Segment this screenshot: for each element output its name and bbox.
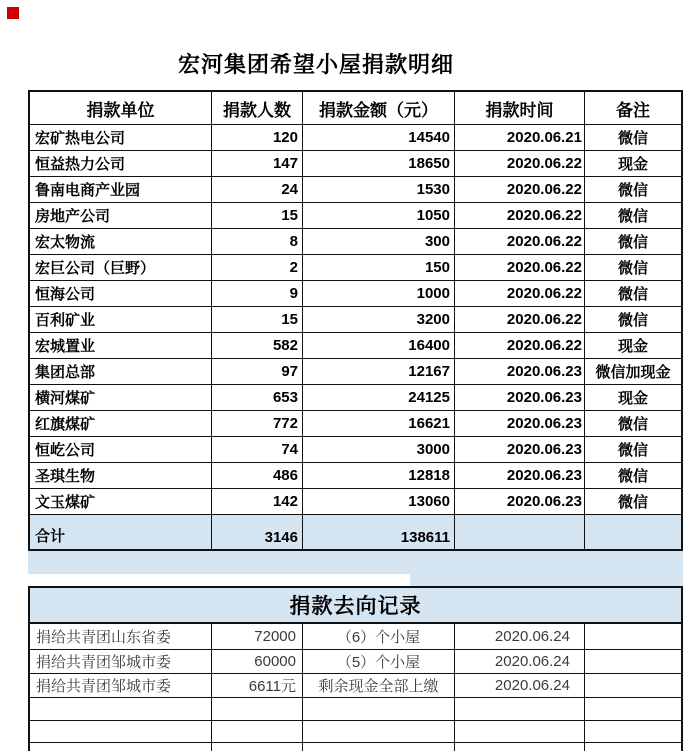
separator-band-gap — [28, 574, 410, 586]
donation-table-body — [30, 125, 681, 515]
cell-unit: 恒屹公司 — [30, 437, 212, 462]
cell-count: 9 — [212, 281, 303, 306]
cell-note: 微信 — [617, 130, 648, 147]
cell-amount — [212, 721, 303, 742]
cell-destination — [30, 698, 212, 720]
donation-row — [30, 203, 681, 229]
cell-date — [455, 743, 585, 751]
total-label: 合计 — [30, 515, 212, 549]
cell-note: 微信 — [617, 442, 648, 459]
cell-count: 24 — [212, 177, 303, 202]
cell-date: 2020.06.24 — [455, 674, 585, 697]
cell-amount: 14540 — [303, 125, 455, 150]
cell-amount: 300 — [303, 229, 455, 254]
cell-amount: 16621 — [303, 411, 455, 436]
cell-unit: 宏矿热电公司 — [30, 125, 212, 150]
cell-amount: 1530 — [303, 177, 455, 202]
cell-date: 2020.06.23 — [455, 385, 585, 410]
cell-date: 2020.06.23 — [455, 437, 585, 462]
cell-destination — [30, 743, 212, 751]
cell-date: 2020.06.22 — [455, 229, 585, 254]
cell-unit: 鲁南电商产业园 — [30, 177, 212, 202]
cell-amount: 3200 — [303, 307, 455, 332]
cell-empty — [585, 698, 681, 720]
cell-date: 2020.06.22 — [455, 255, 585, 280]
cell-amount: 3000 — [303, 437, 455, 462]
donation-row — [30, 151, 681, 177]
cell-destination: 捐给共青团山东省委 — [30, 624, 212, 649]
total-date — [455, 515, 585, 549]
cell-empty — [585, 650, 681, 673]
donation-row — [30, 125, 681, 151]
cell-note: 微信 — [617, 494, 648, 511]
destination-row — [30, 721, 681, 743]
page-title: 宏河集团希望小屋捐款明细 — [177, 52, 454, 77]
cell-unit: 恒益热力公司 — [30, 151, 212, 176]
cell-count: 74 — [212, 437, 303, 462]
cell-date: 2020.06.24 — [455, 624, 585, 649]
total-count: 3146 — [212, 515, 303, 549]
destination-row — [30, 674, 681, 698]
cell-use: 剩余现金全部上缴 — [303, 674, 455, 697]
cell-amount — [212, 698, 303, 720]
cell-count: 2 — [212, 255, 303, 280]
cell-unit: 集团总部 — [30, 359, 212, 384]
cell-note: 微信 — [617, 468, 648, 485]
cell-date: 2020.06.22 — [455, 177, 585, 202]
cell-date — [455, 721, 585, 742]
donation-row — [30, 411, 681, 437]
cell-date: 2020.06.22 — [455, 203, 585, 228]
donation-table — [28, 90, 683, 551]
donation-row — [30, 437, 681, 463]
cell-note: 微信 — [617, 286, 648, 303]
cell-unit: 圣琪生物 — [30, 463, 212, 488]
donation-row — [30, 255, 681, 281]
cell-amount: 13060 — [303, 489, 455, 514]
col-header-note: 备注 — [616, 100, 650, 120]
cell-count: 15 — [212, 203, 303, 228]
cell-unit: 宏太物流 — [30, 229, 212, 254]
cell-date: 2020.06.21 — [455, 125, 585, 150]
cell-date: 2020.06.23 — [455, 463, 585, 488]
cell-note: 微信 — [617, 234, 648, 251]
total-note — [585, 515, 681, 549]
cell-use — [303, 743, 455, 751]
cell-use: （6）个小屋 — [303, 624, 455, 649]
cell-amount: 18650 — [303, 151, 455, 176]
donation-row — [30, 177, 681, 203]
donation-row — [30, 333, 681, 359]
cell-amount: 150 — [303, 255, 455, 280]
cell-date: 2020.06.22 — [455, 307, 585, 332]
cell-destination: 捐给共青团邹城市委 — [30, 650, 212, 673]
cell-note: 微信 — [617, 208, 648, 225]
red-marker — [7, 7, 19, 19]
destination-row — [30, 650, 681, 674]
cell-empty — [585, 721, 681, 742]
donation-row — [30, 229, 681, 255]
destination-table-body — [30, 624, 681, 751]
total-amount: 138611 — [303, 515, 455, 549]
cell-empty — [585, 743, 681, 751]
cell-amount: 1000 — [303, 281, 455, 306]
cell-unit: 百利矿业 — [30, 307, 212, 332]
cell-note: 现金 — [617, 338, 648, 355]
cell-destination — [30, 721, 212, 742]
cell-destination: 捐给共青团邹城市委 — [30, 674, 212, 697]
cell-date: 2020.06.23 — [455, 411, 585, 436]
cell-note: 微信加现金 — [595, 364, 671, 381]
cell-amount: 16400 — [303, 333, 455, 358]
donation-row — [30, 489, 681, 515]
cell-unit: 横河煤矿 — [30, 385, 212, 410]
destination-table — [28, 624, 683, 751]
cell-note: 现金 — [617, 390, 648, 407]
cell-amount: 12167 — [303, 359, 455, 384]
cell-count: 147 — [212, 151, 303, 176]
donation-row — [30, 463, 681, 489]
donation-row — [30, 307, 681, 333]
cell-amount: 12818 — [303, 463, 455, 488]
cell-count: 120 — [212, 125, 303, 150]
col-header-date: 捐款时间 — [455, 92, 585, 124]
cell-unit: 恒海公司 — [30, 281, 212, 306]
cell-date: 2020.06.22 — [455, 281, 585, 306]
destination-row — [30, 743, 681, 751]
cell-date — [455, 698, 585, 720]
cell-date: 2020.06.23 — [455, 359, 585, 384]
cell-empty — [585, 674, 681, 697]
cell-date: 2020.06.22 — [455, 151, 585, 176]
cell-unit: 房地产公司 — [30, 203, 212, 228]
cell-use — [303, 698, 455, 720]
cell-unit: 红旗煤矿 — [30, 411, 212, 436]
col-header-count: 捐款人数 — [212, 92, 303, 124]
cell-use — [303, 721, 455, 742]
cell-amount: 72000 — [212, 624, 303, 649]
cell-date: 2020.06.22 — [455, 333, 585, 358]
destination-row — [30, 698, 681, 721]
donation-row — [30, 385, 681, 411]
cell-note: 微信 — [617, 312, 648, 329]
cell-date: 2020.06.24 — [455, 650, 585, 673]
cell-unit: 文玉煤矿 — [30, 489, 212, 514]
destination-row — [30, 624, 681, 650]
col-header-unit: 捐款单位 — [30, 92, 212, 124]
cell-count: 653 — [212, 385, 303, 410]
cell-amount: 60000 — [212, 650, 303, 673]
cell-use: （5）个小屋 — [303, 650, 455, 673]
cell-amount: 1050 — [303, 203, 455, 228]
cell-amount: 6611元 — [212, 674, 303, 697]
cell-count: 582 — [212, 333, 303, 358]
cell-note: 微信 — [617, 416, 648, 433]
cell-date: 2020.06.23 — [455, 489, 585, 514]
cell-amount — [212, 743, 303, 751]
total-row — [30, 515, 681, 549]
cell-count: 772 — [212, 411, 303, 436]
cell-count: 142 — [212, 489, 303, 514]
col-header-amount: 捐款金额（元） — [303, 92, 455, 124]
cell-count: 15 — [212, 307, 303, 332]
donation-table-header-row — [30, 92, 681, 125]
cell-note: 现金 — [617, 156, 648, 173]
donation-row — [30, 359, 681, 385]
donation-row — [30, 281, 681, 307]
cell-empty — [585, 624, 681, 649]
cell-count: 8 — [212, 229, 303, 254]
cell-note: 微信 — [617, 260, 648, 277]
cell-note: 微信 — [617, 182, 648, 199]
cell-unit: 宏城置业 — [30, 333, 212, 358]
section-title: 捐款去向记录 — [28, 586, 683, 624]
cell-count: 486 — [212, 463, 303, 488]
cell-unit: 宏巨公司（巨野） — [30, 255, 212, 280]
cell-count: 97 — [212, 359, 303, 384]
cell-amount: 24125 — [303, 385, 455, 410]
